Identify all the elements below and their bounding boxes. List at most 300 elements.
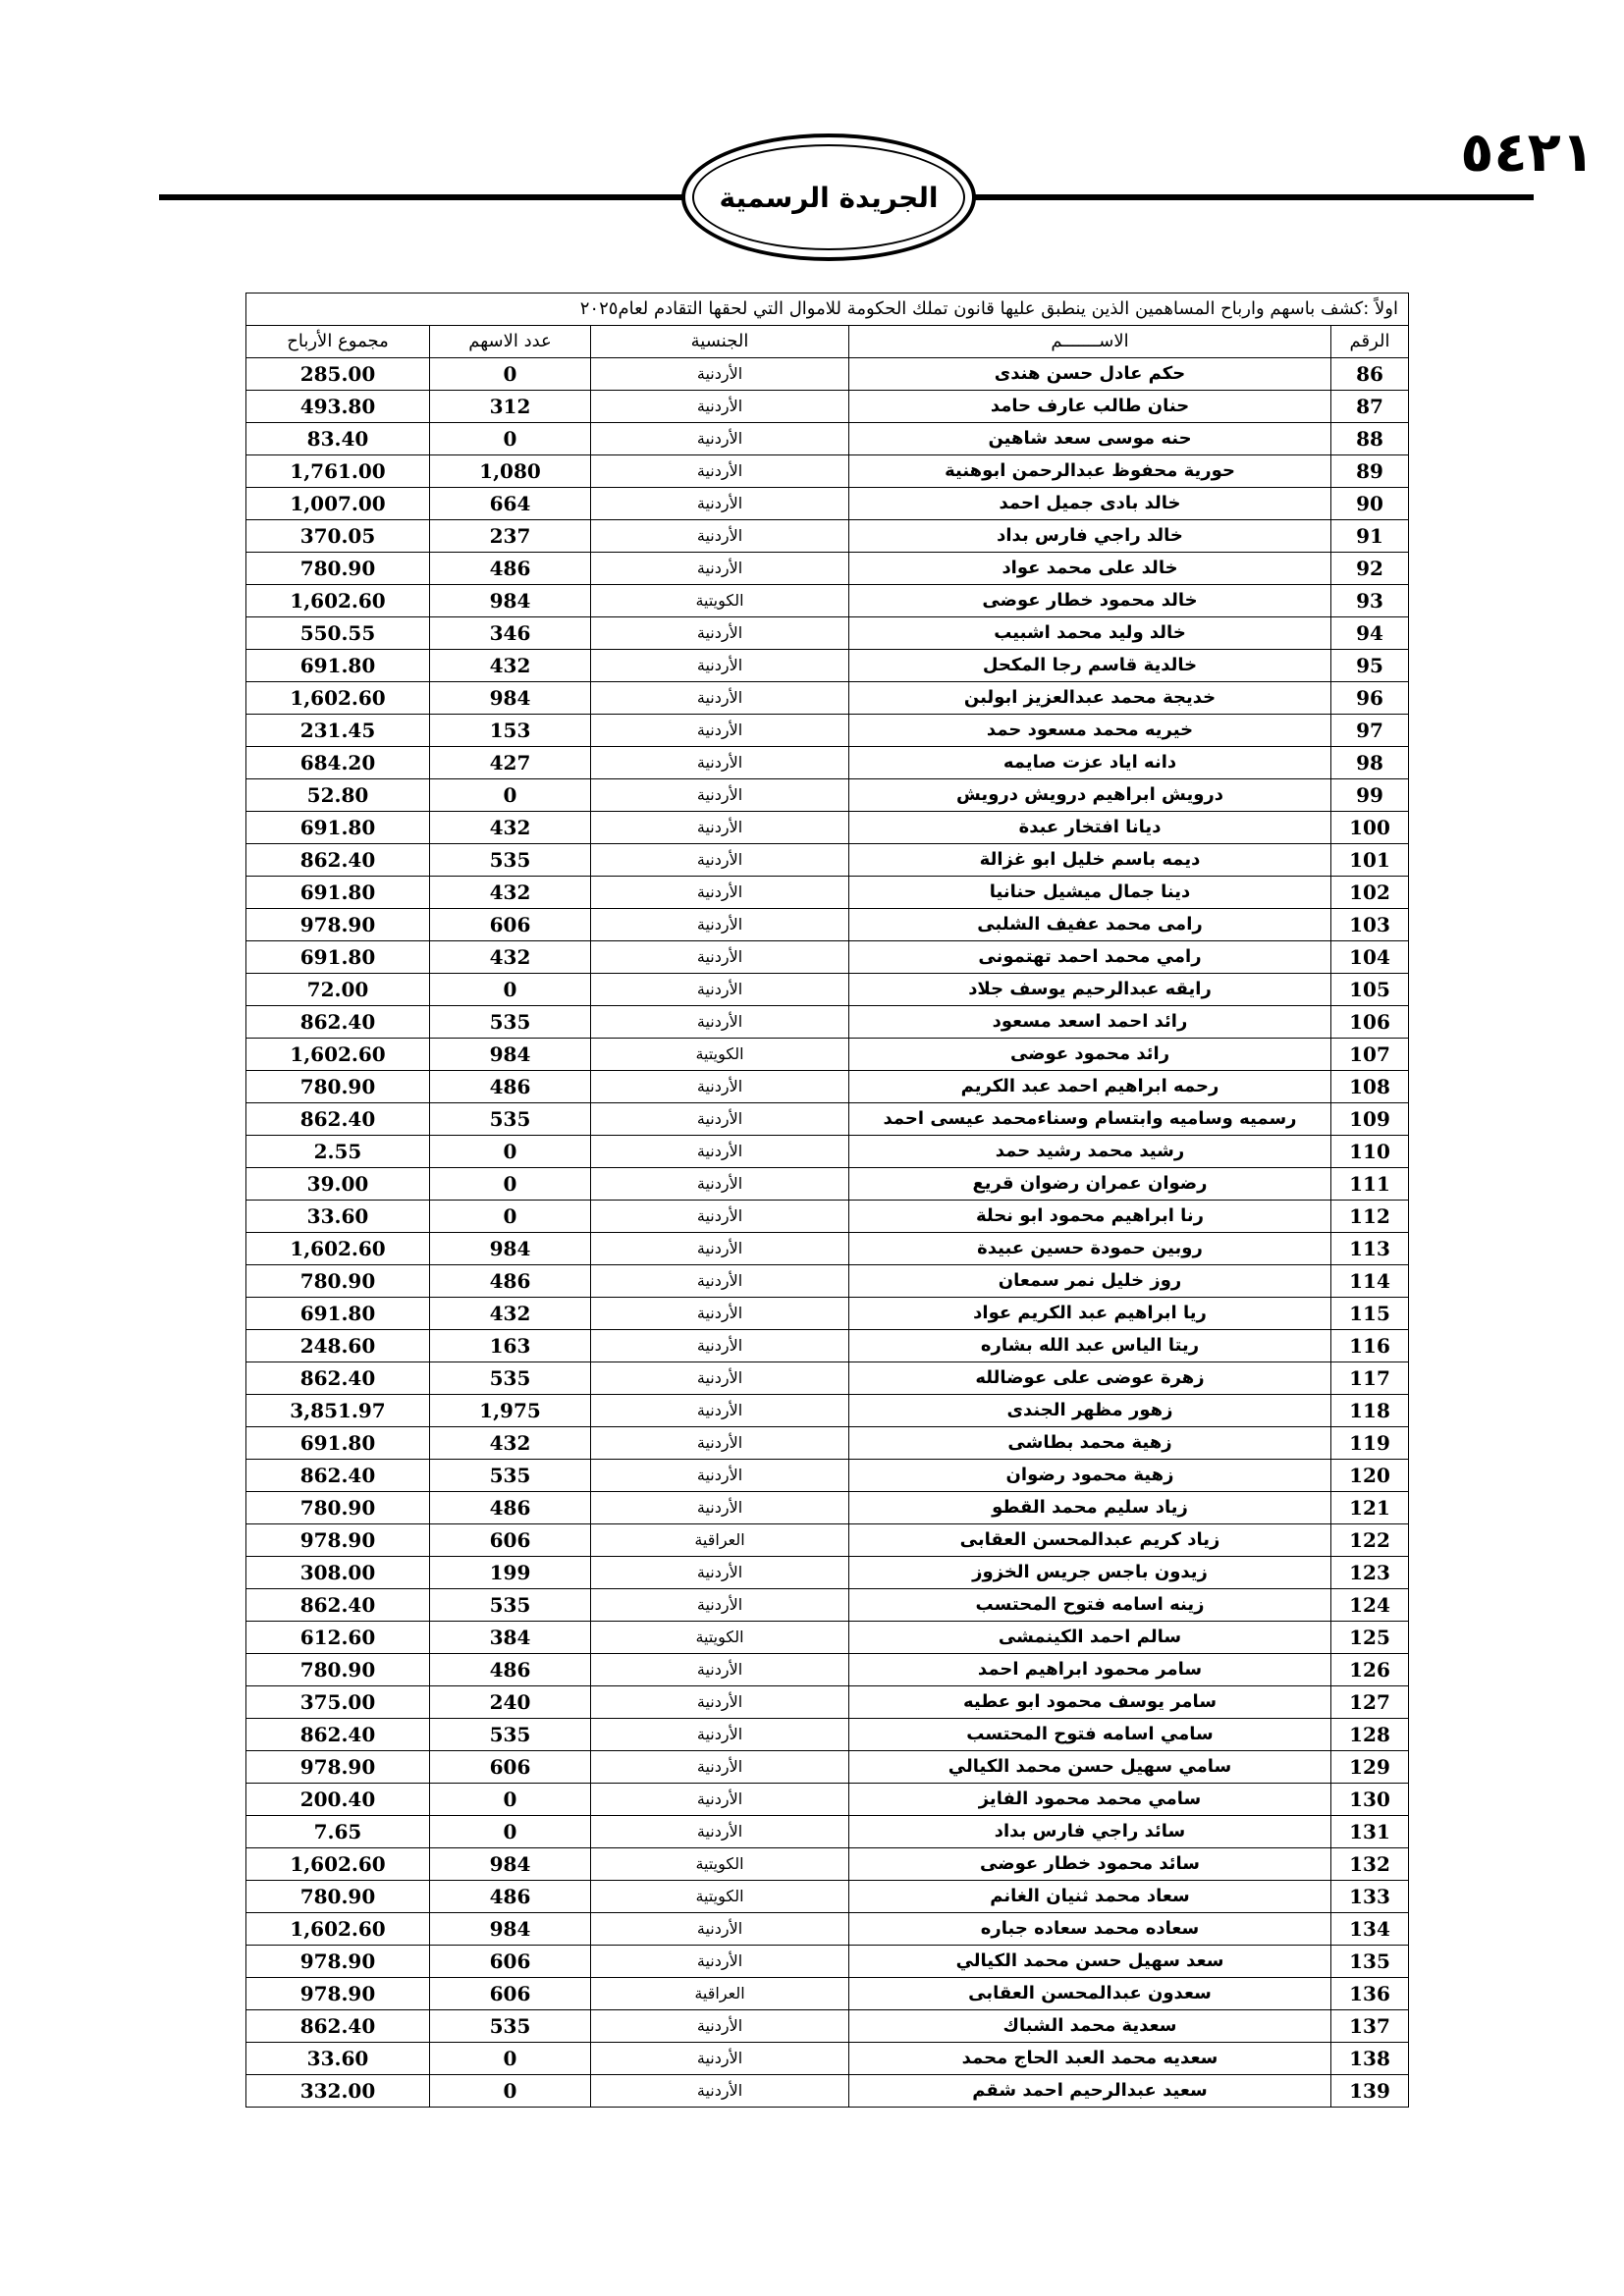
cell-shares: 0 bbox=[430, 423, 591, 455]
cell-profits: 1,602.60 bbox=[246, 1233, 430, 1265]
cell-nationality: الأردنية bbox=[591, 974, 849, 1006]
cell-shares: 535 bbox=[430, 1103, 591, 1136]
cell-profits: 780.90 bbox=[246, 1881, 430, 1913]
cell-nationality: الأردنية bbox=[591, 747, 849, 779]
cell-profits: 332.00 bbox=[246, 2075, 430, 2108]
cell-number: 118 bbox=[1331, 1395, 1409, 1427]
table-row bbox=[246, 1978, 1409, 2010]
cell-profits: 33.60 bbox=[246, 2043, 430, 2075]
cell-nationality: الأردنية bbox=[591, 1168, 849, 1201]
cell-number: 139 bbox=[1331, 2075, 1409, 2108]
cell-nationality: الأردنية bbox=[591, 2010, 849, 2043]
cell-number: 97 bbox=[1331, 715, 1409, 747]
cell-nationality: الأردنية bbox=[591, 1654, 849, 1686]
cell-number: 107 bbox=[1331, 1039, 1409, 1071]
cell-nationality: الكويتية bbox=[591, 1039, 849, 1071]
cell-profits: 52.80 bbox=[246, 779, 430, 812]
cell-number: 130 bbox=[1331, 1784, 1409, 1816]
table-row bbox=[246, 1848, 1409, 1881]
cell-name: زهور مظهر الجندى bbox=[849, 1395, 1331, 1427]
table-row bbox=[246, 941, 1409, 974]
cell-name: سامر محمود ابراهيم احمد bbox=[849, 1654, 1331, 1686]
cell-profits: 1,602.60 bbox=[246, 682, 430, 715]
cell-profits: 780.90 bbox=[246, 1492, 430, 1524]
cell-shares: 606 bbox=[430, 1751, 591, 1784]
cell-shares: 432 bbox=[430, 650, 591, 682]
header-number: الرقم bbox=[1331, 326, 1409, 358]
cell-nationality: الأردنية bbox=[591, 682, 849, 715]
cell-number: 99 bbox=[1331, 779, 1409, 812]
cell-profits: 691.80 bbox=[246, 877, 430, 909]
cell-shares: 984 bbox=[430, 1039, 591, 1071]
cell-nationality: الأردنية bbox=[591, 1427, 849, 1460]
cell-name: رضوان عمران رضوان قريع bbox=[849, 1168, 1331, 1201]
table-row bbox=[246, 1298, 1409, 1330]
cell-profits: 39.00 bbox=[246, 1168, 430, 1201]
table-row bbox=[246, 650, 1409, 682]
table-row bbox=[246, 1492, 1409, 1524]
table-row bbox=[246, 585, 1409, 617]
cell-name: خيريه محمد مسعود حمد bbox=[849, 715, 1331, 747]
cell-nationality: الأردنية bbox=[591, 1362, 849, 1395]
cell-number: 95 bbox=[1331, 650, 1409, 682]
cell-number: 94 bbox=[1331, 617, 1409, 650]
table-row bbox=[246, 1946, 1409, 1978]
table-row bbox=[246, 1168, 1409, 1201]
cell-number: 93 bbox=[1331, 585, 1409, 617]
cell-number: 100 bbox=[1331, 812, 1409, 844]
cell-profits: 231.45 bbox=[246, 715, 430, 747]
table-row bbox=[246, 1622, 1409, 1654]
cell-name: سعاد محمد ثنيان الغانم bbox=[849, 1881, 1331, 1913]
table-row bbox=[246, 1330, 1409, 1362]
table-row bbox=[246, 974, 1409, 1006]
cell-name: خالدية قاسم رجا المكحل bbox=[849, 650, 1331, 682]
cell-shares: 535 bbox=[430, 1362, 591, 1395]
cell-nationality: الأردنية bbox=[591, 1686, 849, 1719]
cell-nationality: الأردنية bbox=[591, 1233, 849, 1265]
cell-number: 121 bbox=[1331, 1492, 1409, 1524]
cell-nationality: الأردنية bbox=[591, 423, 849, 455]
table-row bbox=[246, 1395, 1409, 1427]
cell-profits: 200.40 bbox=[246, 1784, 430, 1816]
cell-nationality: الأردنية bbox=[591, 1751, 849, 1784]
cell-profits: 978.90 bbox=[246, 909, 430, 941]
table-row bbox=[246, 617, 1409, 650]
cell-shares: 432 bbox=[430, 877, 591, 909]
cell-shares: 486 bbox=[430, 1492, 591, 1524]
cell-name: زهية محمود رضوان bbox=[849, 1460, 1331, 1492]
table-row bbox=[246, 1006, 1409, 1039]
table-row bbox=[246, 844, 1409, 877]
table-row bbox=[246, 682, 1409, 715]
cell-nationality: الأردنية bbox=[591, 617, 849, 650]
cell-name: حورية محفوظ عبدالرحمن ابوهنية bbox=[849, 455, 1331, 488]
cell-shares: 0 bbox=[430, 1201, 591, 1233]
cell-number: 119 bbox=[1331, 1427, 1409, 1460]
cell-name: رامى محمد عفيف الشلبى bbox=[849, 909, 1331, 941]
cell-nationality: الأردنية bbox=[591, 1330, 849, 1362]
table-row bbox=[246, 779, 1409, 812]
cell-profits: 1,602.60 bbox=[246, 1848, 430, 1881]
cell-shares: 199 bbox=[430, 1557, 591, 1589]
cell-profits: 33.60 bbox=[246, 1201, 430, 1233]
cell-number: 132 bbox=[1331, 1848, 1409, 1881]
cell-nationality: الأردنية bbox=[591, 844, 849, 877]
cell-shares: 163 bbox=[430, 1330, 591, 1362]
cell-shares: 984 bbox=[430, 1913, 591, 1946]
cell-profits: 862.40 bbox=[246, 1719, 430, 1751]
cell-number: 117 bbox=[1331, 1362, 1409, 1395]
cell-name: سعيد عبدالرحيم احمد شقم bbox=[849, 2075, 1331, 2108]
cell-number: 89 bbox=[1331, 455, 1409, 488]
cell-profits: 248.60 bbox=[246, 1330, 430, 1362]
cell-name: سامر يوسف محمود ابو عطيه bbox=[849, 1686, 1331, 1719]
cell-name: دانه اياد عزت صايمه bbox=[849, 747, 1331, 779]
table-row bbox=[246, 1460, 1409, 1492]
cell-number: 105 bbox=[1331, 974, 1409, 1006]
table-row bbox=[246, 1427, 1409, 1460]
cell-shares: 1,080 bbox=[430, 455, 591, 488]
table-row bbox=[246, 1686, 1409, 1719]
cell-profits: 862.40 bbox=[246, 844, 430, 877]
cell-number: 91 bbox=[1331, 520, 1409, 553]
cell-profits: 862.40 bbox=[246, 2010, 430, 2043]
cell-name: حكم عادل حسن هندى bbox=[849, 358, 1331, 391]
table-row bbox=[246, 1039, 1409, 1071]
cell-number: 113 bbox=[1331, 1233, 1409, 1265]
cell-name: رشيد محمد رشيد حمد bbox=[849, 1136, 1331, 1168]
cell-profits: 684.20 bbox=[246, 747, 430, 779]
table-row bbox=[246, 1362, 1409, 1395]
gazette-title: الجريدة الرسمية bbox=[719, 181, 939, 214]
header-profits: مجموع الأرباح bbox=[246, 326, 430, 358]
table-row bbox=[246, 2010, 1409, 2043]
cell-shares: 606 bbox=[430, 1978, 591, 2010]
cell-profits: 72.00 bbox=[246, 974, 430, 1006]
cell-shares: 240 bbox=[430, 1686, 591, 1719]
cell-number: 131 bbox=[1331, 1816, 1409, 1848]
cell-number: 136 bbox=[1331, 1978, 1409, 2010]
cell-shares: 984 bbox=[430, 1233, 591, 1265]
cell-nationality: الأردنية bbox=[591, 1136, 849, 1168]
header-nationality: الجنسية bbox=[591, 326, 849, 358]
table-row bbox=[246, 2043, 1409, 2075]
cell-number: 124 bbox=[1331, 1589, 1409, 1622]
cell-name: زينه اسامه فتوح المحتسب bbox=[849, 1589, 1331, 1622]
cell-profits: 780.90 bbox=[246, 553, 430, 585]
cell-number: 87 bbox=[1331, 391, 1409, 423]
table-caption: اولاً :كشف باسهم وارباح المساهمين الذين ينطبق عليها قانون تملك الحكومة للاموال التي لحقها التقادم لعام٢٠٢٥ bbox=[246, 294, 1409, 326]
cell-name: زهية محمد بطاشى bbox=[849, 1427, 1331, 1460]
cell-number: 135 bbox=[1331, 1946, 1409, 1978]
table-row bbox=[246, 1233, 1409, 1265]
cell-name: رحمه ابراهيم احمد عبد الكريم bbox=[849, 1071, 1331, 1103]
cell-profits: 370.05 bbox=[246, 520, 430, 553]
cell-nationality: العراقية bbox=[591, 1978, 849, 2010]
cell-number: 114 bbox=[1331, 1265, 1409, 1298]
table-row bbox=[246, 1751, 1409, 1784]
cell-profits: 1,602.60 bbox=[246, 1913, 430, 1946]
cell-shares: 0 bbox=[430, 974, 591, 1006]
cell-name: خالد على محمد عواد bbox=[849, 553, 1331, 585]
table-row bbox=[246, 747, 1409, 779]
cell-nationality: الأردنية bbox=[591, 1816, 849, 1848]
table-row bbox=[246, 812, 1409, 844]
cell-nationality: الأردنية bbox=[591, 1103, 849, 1136]
cell-name: سائد راجي فارس بداد bbox=[849, 1816, 1331, 1848]
cell-nationality: الأردنية bbox=[591, 650, 849, 682]
cell-shares: 984 bbox=[430, 682, 591, 715]
cell-shares: 0 bbox=[430, 2043, 591, 2075]
cell-name: خالد محمود خطار عوضى bbox=[849, 585, 1331, 617]
cell-number: 137 bbox=[1331, 2010, 1409, 2043]
cell-number: 126 bbox=[1331, 1654, 1409, 1686]
cell-nationality: الأردنية bbox=[591, 1265, 849, 1298]
cell-nationality: الأردنية bbox=[591, 1784, 849, 1816]
cell-number: 88 bbox=[1331, 423, 1409, 455]
shareholders-table-container bbox=[245, 293, 1408, 2108]
cell-profits: 2.55 bbox=[246, 1136, 430, 1168]
cell-profits: 978.90 bbox=[246, 1751, 430, 1784]
cell-name: ديمه باسم خليل ابو غزالة bbox=[849, 844, 1331, 877]
cell-number: 111 bbox=[1331, 1168, 1409, 1201]
page-number: ٥٤٢١ bbox=[1460, 121, 1595, 185]
cell-profits: 780.90 bbox=[246, 1654, 430, 1686]
cell-number: 122 bbox=[1331, 1524, 1409, 1557]
cell-nationality: الأردنية bbox=[591, 520, 849, 553]
cell-number: 106 bbox=[1331, 1006, 1409, 1039]
cell-name: ديانا افتخار عبدة bbox=[849, 812, 1331, 844]
header-name: الاســـــــم bbox=[849, 326, 1331, 358]
cell-number: 123 bbox=[1331, 1557, 1409, 1589]
cell-number: 101 bbox=[1331, 844, 1409, 877]
cell-profits: 862.40 bbox=[246, 1460, 430, 1492]
cell-number: 133 bbox=[1331, 1881, 1409, 1913]
table-header-row bbox=[246, 326, 1409, 358]
cell-shares: 237 bbox=[430, 520, 591, 553]
cell-name: سالم احمد الكينمشى bbox=[849, 1622, 1331, 1654]
cell-name: دينا جمال ميشيل حنانيا bbox=[849, 877, 1331, 909]
cell-shares: 346 bbox=[430, 617, 591, 650]
table-row bbox=[246, 391, 1409, 423]
cell-name: زهرة عوضى على عوضالله bbox=[849, 1362, 1331, 1395]
cell-nationality: الكويتية bbox=[591, 1881, 849, 1913]
cell-name: سعديه محمد العبد الحاج محمد bbox=[849, 2043, 1331, 2075]
cell-number: 98 bbox=[1331, 747, 1409, 779]
cell-profits: 691.80 bbox=[246, 941, 430, 974]
cell-profits: 3,851.97 bbox=[246, 1395, 430, 1427]
cell-number: 116 bbox=[1331, 1330, 1409, 1362]
cell-name: سائد محمود خطار عوضى bbox=[849, 1848, 1331, 1881]
cell-profits: 612.60 bbox=[246, 1622, 430, 1654]
cell-name: ريتا الياس عبد الله بشاره bbox=[849, 1330, 1331, 1362]
cell-profits: 285.00 bbox=[246, 358, 430, 391]
header-shares: عدد الاسهم bbox=[430, 326, 591, 358]
cell-number: 103 bbox=[1331, 909, 1409, 941]
cell-name: زياد سليم محمد القطو bbox=[849, 1492, 1331, 1524]
cell-name: روز خليل نمر سمعان bbox=[849, 1265, 1331, 1298]
table-row bbox=[246, 1589, 1409, 1622]
table-row bbox=[246, 877, 1409, 909]
cell-nationality: الأردنية bbox=[591, 1913, 849, 1946]
cell-name: سعدية محمد الشباك bbox=[849, 2010, 1331, 2043]
cell-shares: 535 bbox=[430, 1589, 591, 1622]
cell-nationality: الأردنية bbox=[591, 1946, 849, 1978]
cell-shares: 1,975 bbox=[430, 1395, 591, 1427]
cell-number: 102 bbox=[1331, 877, 1409, 909]
cell-profits: 862.40 bbox=[246, 1103, 430, 1136]
cell-nationality: الأردنية bbox=[591, 1298, 849, 1330]
cell-shares: 535 bbox=[430, 2010, 591, 2043]
table-row bbox=[246, 1136, 1409, 1168]
table-row bbox=[246, 455, 1409, 488]
cell-shares: 312 bbox=[430, 391, 591, 423]
cell-profits: 1,602.60 bbox=[246, 1039, 430, 1071]
cell-nationality: الأردنية bbox=[591, 358, 849, 391]
cell-profits: 862.40 bbox=[246, 1006, 430, 1039]
cell-shares: 0 bbox=[430, 779, 591, 812]
cell-name: حنه موسى سعد شاهين bbox=[849, 423, 1331, 455]
table-body bbox=[246, 358, 1409, 2108]
table-row bbox=[246, 423, 1409, 455]
cell-profits: 691.80 bbox=[246, 650, 430, 682]
cell-number: 115 bbox=[1331, 1298, 1409, 1330]
cell-profits: 691.80 bbox=[246, 1427, 430, 1460]
cell-profits: 978.90 bbox=[246, 1946, 430, 1978]
table-row bbox=[246, 2075, 1409, 2108]
cell-shares: 486 bbox=[430, 1881, 591, 1913]
cell-name: سامي محمد محمود الفايز bbox=[849, 1784, 1331, 1816]
shareholders-table bbox=[245, 293, 1409, 2108]
cell-name: حنان طالب عارف حامد bbox=[849, 391, 1331, 423]
cell-shares: 535 bbox=[430, 844, 591, 877]
cell-number: 90 bbox=[1331, 488, 1409, 520]
cell-nationality: الأردنية bbox=[591, 1460, 849, 1492]
cell-profits: 691.80 bbox=[246, 812, 430, 844]
cell-shares: 606 bbox=[430, 909, 591, 941]
cell-number: 108 bbox=[1331, 1071, 1409, 1103]
cell-shares: 0 bbox=[430, 2075, 591, 2108]
cell-shares: 0 bbox=[430, 358, 591, 391]
table-row bbox=[246, 1524, 1409, 1557]
cell-nationality: الأردنية bbox=[591, 488, 849, 520]
cell-nationality: الأردنية bbox=[591, 941, 849, 974]
cell-number: 128 bbox=[1331, 1719, 1409, 1751]
cell-nationality: الأردنية bbox=[591, 1201, 849, 1233]
cell-name: خديجة محمد عبدالعزيز ابولبن bbox=[849, 682, 1331, 715]
table-row bbox=[246, 1913, 1409, 1946]
cell-nationality: الأردنية bbox=[591, 812, 849, 844]
cell-shares: 486 bbox=[430, 1265, 591, 1298]
table-row bbox=[246, 1557, 1409, 1589]
cell-profits: 862.40 bbox=[246, 1589, 430, 1622]
cell-number: 92 bbox=[1331, 553, 1409, 585]
cell-nationality: الأردنية bbox=[591, 715, 849, 747]
cell-profits: 978.90 bbox=[246, 1524, 430, 1557]
cell-number: 96 bbox=[1331, 682, 1409, 715]
cell-profits: 1,602.60 bbox=[246, 585, 430, 617]
table-row bbox=[246, 1265, 1409, 1298]
cell-profits: 493.80 bbox=[246, 391, 430, 423]
cell-shares: 535 bbox=[430, 1006, 591, 1039]
cell-shares: 0 bbox=[430, 1168, 591, 1201]
cell-number: 127 bbox=[1331, 1686, 1409, 1719]
cell-nationality: الأردنية bbox=[591, 1071, 849, 1103]
cell-profits: 7.65 bbox=[246, 1816, 430, 1848]
table-row bbox=[246, 1816, 1409, 1848]
cell-name: رامي محمد احمد تهتمونى bbox=[849, 941, 1331, 974]
cell-profits: 308.00 bbox=[246, 1557, 430, 1589]
cell-name: زياد كريم عبدالمحسن العقابى bbox=[849, 1524, 1331, 1557]
cell-nationality: الأردنية bbox=[591, 1395, 849, 1427]
cell-profits: 1,007.00 bbox=[246, 488, 430, 520]
cell-name: سامي سهيل حسن محمد الكيالي bbox=[849, 1751, 1331, 1784]
cell-name: سامي اسامه فتوح المحتسب bbox=[849, 1719, 1331, 1751]
cell-number: 112 bbox=[1331, 1201, 1409, 1233]
cell-number: 120 bbox=[1331, 1460, 1409, 1492]
cell-shares: 0 bbox=[430, 1136, 591, 1168]
cell-shares: 432 bbox=[430, 1427, 591, 1460]
cell-nationality: الكويتية bbox=[591, 585, 849, 617]
table-row bbox=[246, 1654, 1409, 1686]
cell-shares: 535 bbox=[430, 1719, 591, 1751]
cell-shares: 984 bbox=[430, 1848, 591, 1881]
cell-nationality: الأردنية bbox=[591, 1719, 849, 1751]
cell-shares: 384 bbox=[430, 1622, 591, 1654]
cell-nationality: الأردنية bbox=[591, 877, 849, 909]
cell-nationality: الأردنية bbox=[591, 779, 849, 812]
header-oval bbox=[681, 133, 976, 261]
cell-number: 86 bbox=[1331, 358, 1409, 391]
cell-shares: 0 bbox=[430, 1816, 591, 1848]
cell-shares: 486 bbox=[430, 1654, 591, 1686]
cell-nationality: الأردنية bbox=[591, 2075, 849, 2108]
cell-nationality: الأردنية bbox=[591, 391, 849, 423]
cell-shares: 984 bbox=[430, 585, 591, 617]
cell-name: درويش ابراهيم درويش درويش bbox=[849, 779, 1331, 812]
cell-nationality: العراقية bbox=[591, 1524, 849, 1557]
cell-number: 109 bbox=[1331, 1103, 1409, 1136]
cell-name: روبين حمودة حسين عبيدة bbox=[849, 1233, 1331, 1265]
cell-number: 138 bbox=[1331, 2043, 1409, 2075]
cell-shares: 606 bbox=[430, 1524, 591, 1557]
cell-shares: 432 bbox=[430, 941, 591, 974]
cell-name: رايقه عبدالرحيم يوسف جلاد bbox=[849, 974, 1331, 1006]
cell-name: سعاده محمد سعاده جباره bbox=[849, 1913, 1331, 1946]
cell-shares: 432 bbox=[430, 1298, 591, 1330]
cell-nationality: الأردنية bbox=[591, 2043, 849, 2075]
cell-profits: 1,761.00 bbox=[246, 455, 430, 488]
cell-name: زيدون باجس جريس الخزوز bbox=[849, 1557, 1331, 1589]
cell-profits: 862.40 bbox=[246, 1362, 430, 1395]
cell-profits: 780.90 bbox=[246, 1265, 430, 1298]
cell-number: 104 bbox=[1331, 941, 1409, 974]
cell-profits: 978.90 bbox=[246, 1978, 430, 2010]
cell-nationality: الأردنية bbox=[591, 1492, 849, 1524]
cell-profits: 375.00 bbox=[246, 1686, 430, 1719]
cell-name: رنا ابراهيم محمود ابو نحلة bbox=[849, 1201, 1331, 1233]
cell-nationality: الأردنية bbox=[591, 553, 849, 585]
cell-profits: 691.80 bbox=[246, 1298, 430, 1330]
cell-shares: 427 bbox=[430, 747, 591, 779]
cell-name: خالد بادى جميل احمد bbox=[849, 488, 1331, 520]
cell-number: 134 bbox=[1331, 1913, 1409, 1946]
cell-name: خالد وليد محمد اشبيب bbox=[849, 617, 1331, 650]
cell-profits: 780.90 bbox=[246, 1071, 430, 1103]
cell-shares: 606 bbox=[430, 1946, 591, 1978]
cell-profits: 83.40 bbox=[246, 423, 430, 455]
